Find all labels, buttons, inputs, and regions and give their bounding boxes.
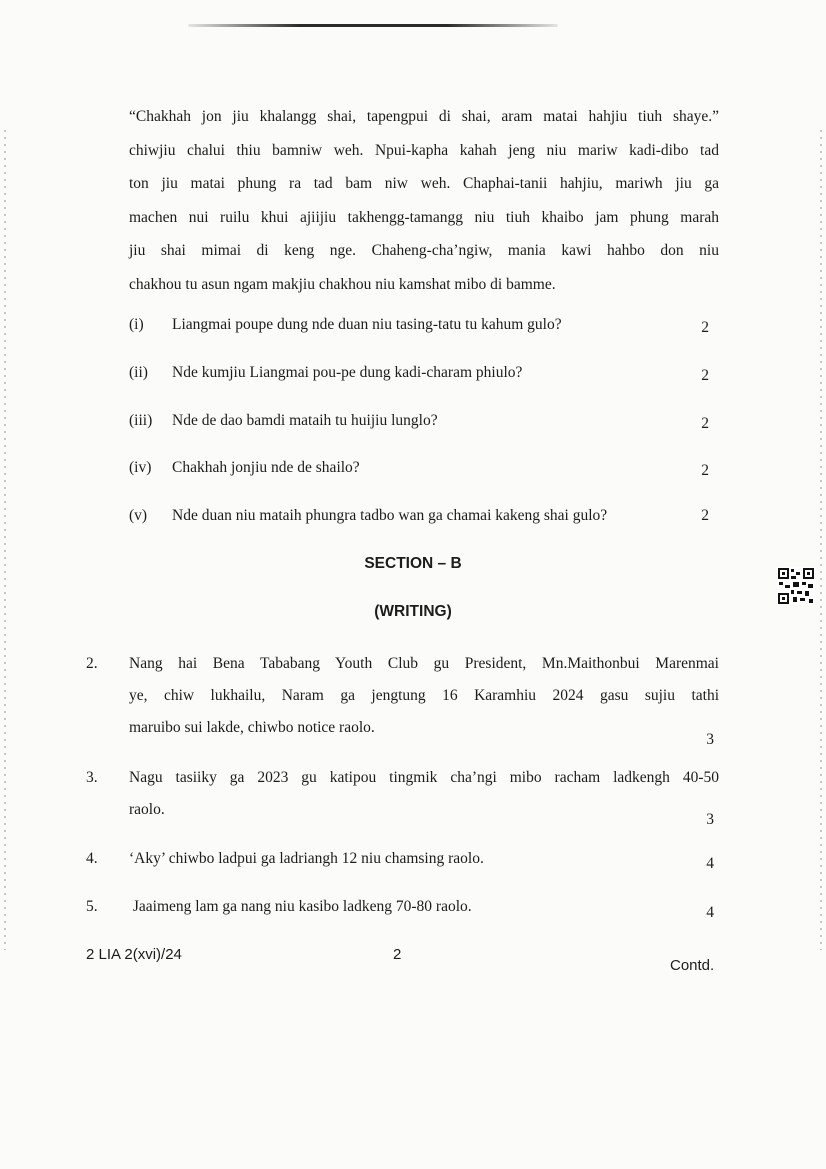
question-text: [129, 648, 719, 744]
question-line: maruibo sui lakde, chiwbo notice raolo.: [129, 719, 375, 736]
passage-line: jiu shai mimai di keng nge. Chaheng-cha’ngiw, mania kawi hahbo don niu: [129, 242, 719, 260]
passage-line: ton jiu matai phung ra tad bam niw weh. Chaphai-tanii hahjiu, mariwh jiu ga: [129, 175, 719, 193]
question-text: Chakhah jonjiu nde de shailo?: [172, 459, 360, 476]
question-line: ye, chiw lukhailu, Naram ga jengtung 16 Karamhiu 2024 gasu sujiu tathi: [129, 687, 719, 704]
passage-line: chiwjiu chalui thiu bamniw weh. Npui-kapha kahah jeng niu mariw kadi-dibo tad: [129, 141, 719, 159]
question-line: Nagu tasiiky ga 2023 gu katipou tingmik cha’ngi mibo racham ladkengh 40-50: [129, 769, 719, 786]
reading-passage: [129, 100, 719, 302]
question-text: [129, 762, 719, 826]
passage-line: machen nui ruilu khui ajiijiu takhengg-tamangg niu tiuh khaibo jam phung marah: [129, 208, 719, 226]
question-marks: 3: [706, 811, 714, 828]
question-number: 2.: [86, 655, 98, 672]
question-text: [129, 891, 719, 923]
continued-label: Contd.: [670, 957, 715, 974]
question-number: (iii): [129, 412, 153, 429]
section-title: SECTION – B: [364, 555, 462, 572]
question-line: ‘Aky’ chiwbo ladpui ga ladriangh 12 niu chamsing raolo.: [129, 850, 484, 867]
question-number: (i): [129, 316, 144, 333]
passage-line: “Chakhah jon jiu khalangg shai, tapengpui di shai, aram matai hahjiu tiuh shaye.”: [129, 108, 719, 125]
question-number: 4.: [86, 850, 98, 867]
passage-line: chakhou tu asun ngam makjiu chakhou niu kamshat mibo di bamme.: [129, 275, 556, 293]
question-marks: 4: [706, 904, 714, 921]
question-line: Jaaimeng lam ga nang niu kasibo ladkeng 70-80 raolo.: [129, 898, 472, 915]
question-text: Nde duan niu mataih phungra tadbo wan ga chamai kakeng shai gulo?: [172, 507, 608, 524]
page-number: 2: [393, 946, 402, 963]
question-line: Nang hai Bena Tababang Youth Club gu President, Mn.Maithonbui Marenmai: [129, 655, 719, 672]
question-marks: 2: [701, 415, 709, 432]
question-marks: 2: [701, 367, 709, 384]
question-number: (ii): [129, 364, 148, 381]
question-marks: 2: [701, 319, 709, 336]
qr-code: [777, 567, 815, 605]
paper-code: 2 LIA 2(xvi)/24: [86, 946, 182, 963]
question-text: Nde de dao bamdi mataih tu huijiu lunglo?: [172, 412, 438, 429]
question-marks: 2: [701, 507, 709, 524]
question-marks: 2: [701, 462, 709, 479]
question-number: (v): [129, 507, 148, 524]
question-number: 3.: [86, 769, 98, 786]
question-marks: 3: [706, 731, 714, 748]
question-text: [129, 843, 719, 875]
question-text: Nde kumjiu Liangmai pou-pe dung kadi-charam phiulo?: [172, 364, 523, 381]
question-line: raolo.: [129, 801, 165, 818]
right-margin-perforation: [820, 130, 822, 950]
question-marks: 4: [706, 855, 714, 872]
question-number: (iv): [129, 459, 152, 476]
scan-top-line: [188, 24, 558, 27]
left-margin-perforation: [4, 130, 6, 950]
question-number: 5.: [86, 898, 98, 915]
question-text: Liangmai poupe dung nde duan niu tasing-tatu tu kahum gulo?: [172, 316, 562, 333]
section-subtitle: (WRITING): [374, 603, 452, 620]
